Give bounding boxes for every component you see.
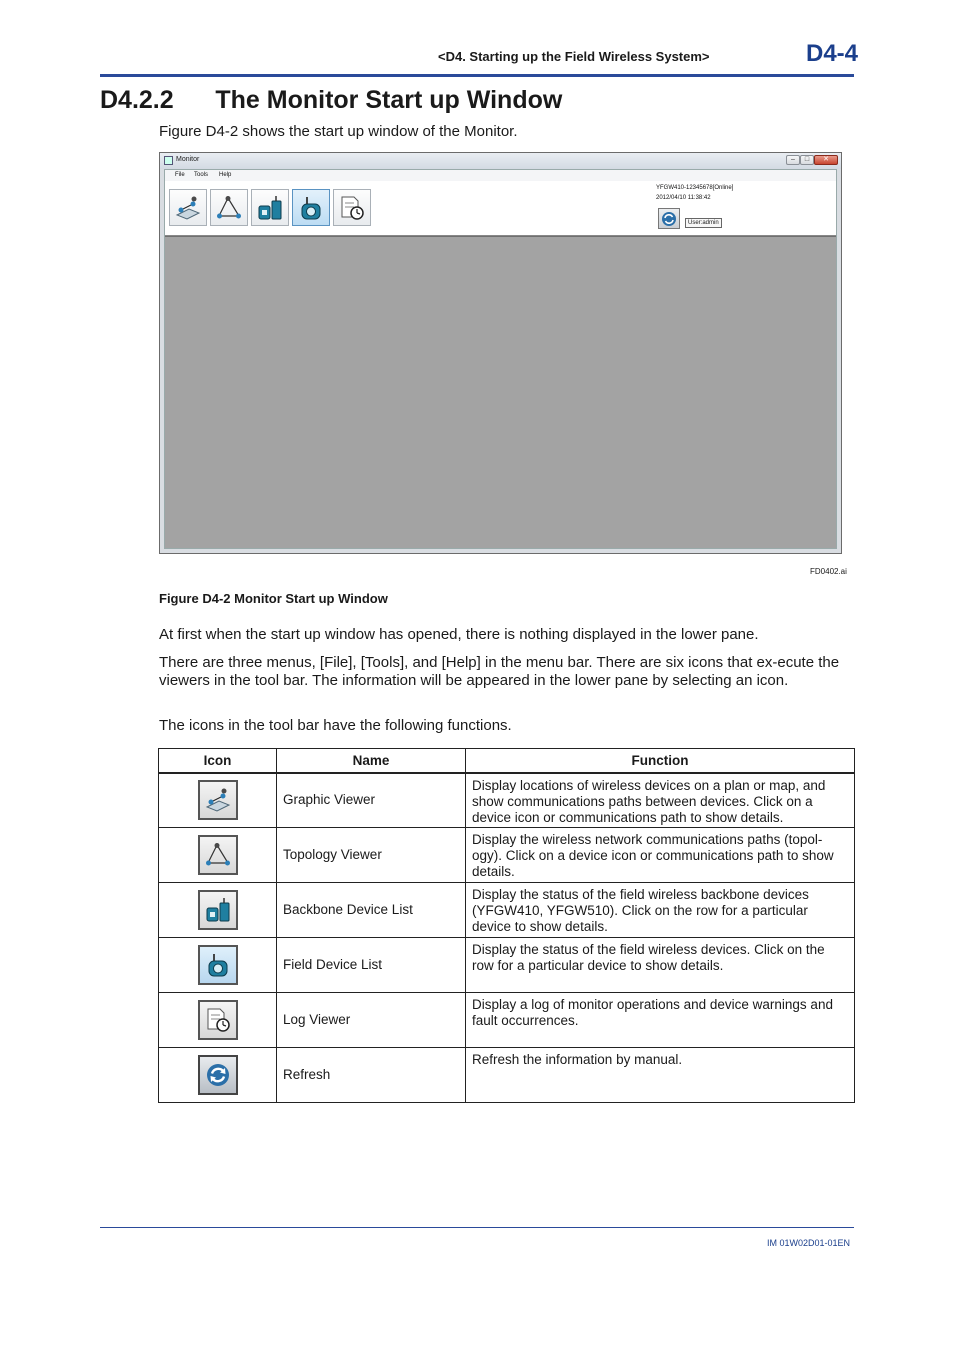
- menu-tools[interactable]: Tools: [194, 172, 209, 178]
- icon-function-table: [158, 748, 855, 1103]
- icon-cell: [159, 938, 277, 993]
- icon-cell: [159, 773, 277, 828]
- section-number: D4.2.2: [100, 86, 174, 114]
- intro-text: Figure D4-2 shows the start up window of the Monitor.: [159, 123, 518, 140]
- paragraph-3: The icons in the tool bar have the following functions.: [159, 717, 512, 734]
- function-cell: Display the status of the field wireless devices. Click on the row for a particular device to show details.: [466, 938, 855, 993]
- minimize-button[interactable]: –: [786, 155, 800, 165]
- window-title: Monitor: [176, 156, 200, 163]
- name-cell: Refresh: [277, 1048, 466, 1103]
- refresh-icon: [661, 211, 677, 227]
- page-number: D4-4: [806, 40, 859, 67]
- header-function: Function: [466, 749, 855, 773]
- name-cell: Backbone Device List: [277, 883, 466, 938]
- window-client: [164, 169, 837, 549]
- lower-pane: [165, 236, 836, 548]
- table-row: [159, 828, 855, 883]
- icon-frame: [198, 1000, 238, 1040]
- icon-frame: [198, 945, 238, 985]
- header-rule: [100, 74, 854, 77]
- topology-viewer-icon: [205, 842, 231, 868]
- window-titlebar: [160, 153, 841, 169]
- table-row: [159, 883, 855, 938]
- app-icon: [164, 156, 173, 165]
- user-label: User:admin: [685, 218, 722, 228]
- function-cell: Refresh the information by manual.: [466, 1048, 855, 1103]
- maximize-button[interactable]: □: [800, 155, 814, 165]
- icon-frame: [198, 890, 238, 930]
- table-row: [159, 773, 855, 828]
- icon-cell: [159, 828, 277, 883]
- menu-bar: [165, 170, 836, 181]
- log-viewer-button[interactable]: [333, 189, 371, 226]
- function-cell: Display a log of monitor operations and device warnings and fault occurrences.: [466, 993, 855, 1048]
- icon-cell: [159, 883, 277, 938]
- header-name: Name: [277, 749, 466, 773]
- monitor-window-screenshot: [159, 152, 842, 554]
- paragraph-1: At first when the start up window has opened, there is nothing displayed in the lower pane.: [159, 626, 759, 643]
- paragraph-2: There are three menus, [File], [Tools], and [Help] in the menu bar. There are six icons that ex-ecute the viewers in the tool bar. The information will be appeared in the lower pane by selecting an icon.: [159, 654, 840, 689]
- name-cell: Log Viewer: [277, 993, 466, 1048]
- graphic-viewer-icon: [205, 787, 231, 813]
- graphic-viewer-icon: [175, 195, 201, 221]
- topology-viewer-button[interactable]: [210, 189, 248, 226]
- name-cell: Graphic Viewer: [277, 773, 466, 828]
- section-title: [100, 86, 562, 115]
- status-timestamp: 2012/04/10 11:38:42: [656, 195, 711, 201]
- field-device-list-icon: [205, 952, 231, 978]
- name-cell: Topology Viewer: [277, 828, 466, 883]
- close-button[interactable]: ✕: [814, 155, 838, 165]
- name-cell: Field Device List: [277, 938, 466, 993]
- table-row: [159, 1048, 855, 1103]
- backbone-device-list-icon: [257, 195, 283, 221]
- function-cell: Display the wireless network communications paths (topol-ogy). Click on a device icon or communications path to show details.: [466, 828, 855, 883]
- document-id: IM 01W02D01-01EN: [767, 1238, 851, 1248]
- function-cell: Display locations of wireless devices on a plan or map, and show communications paths between devices. Click on a device icon or communications path to show details.: [466, 773, 855, 828]
- figure-caption: Figure D4-2 Monitor Start up Window: [159, 591, 388, 606]
- icon-frame: [198, 835, 238, 875]
- running-header: <D4. Starting up the Field Wireless System>: [438, 49, 710, 64]
- log-viewer-icon: [339, 195, 365, 221]
- icon-cell: [159, 993, 277, 1048]
- header-icon: Icon: [159, 749, 277, 773]
- section-heading: The Monitor Start up Window: [215, 86, 563, 114]
- icon-frame: [198, 780, 238, 820]
- figure-filename: FD0402.ai: [810, 567, 847, 576]
- log-viewer-icon: [205, 1007, 231, 1033]
- menu-help[interactable]: Help: [219, 172, 232, 178]
- tool-bar: [165, 181, 836, 236]
- icon-cell: [159, 1048, 277, 1103]
- topology-viewer-icon: [216, 195, 242, 221]
- refresh-icon: [205, 1062, 231, 1088]
- backbone-device-list-icon: [205, 897, 231, 923]
- table-header-row: [159, 749, 855, 773]
- footer-rule: [100, 1227, 854, 1228]
- table-row: [159, 993, 855, 1048]
- backbone-device-list-button[interactable]: [251, 189, 289, 226]
- menu-file[interactable]: File: [175, 172, 185, 178]
- function-cell: Display the status of the field wireless backbone devices (YFGW410, YFGW510). Click on the row for a particular device to show details.: [466, 883, 855, 938]
- field-device-list-icon: [298, 195, 324, 221]
- field-device-list-button[interactable]: [292, 189, 330, 226]
- graphic-viewer-button[interactable]: [169, 189, 207, 226]
- gateway-status: YFGW410-12345678[Online]: [656, 185, 734, 191]
- icon-frame: [198, 1055, 238, 1095]
- table-row: [159, 938, 855, 993]
- refresh-button[interactable]: [658, 208, 680, 229]
